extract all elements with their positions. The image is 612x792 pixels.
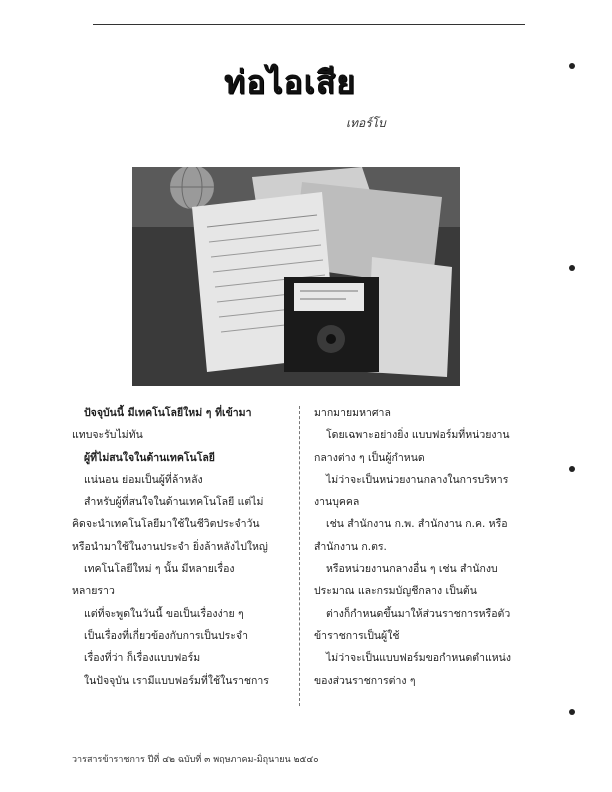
- text-line: ไม่ว่าจะเป็นหน่วยงานกลางในการบริหาร: [326, 473, 509, 486]
- text-line: ประมาณ และกรมบัญชีกลาง เป็นต้น: [314, 585, 477, 598]
- text-line: หลายราว: [72, 585, 115, 598]
- text-line: หรือนำมาใช้ในงานประจำ ยิ่งล้าหลังไปใหญ่: [72, 540, 268, 553]
- text-line: ปัจจุบันนี้ มีเทคโนโลยีใหม่ ๆ ที่เข้ามา: [84, 407, 252, 419]
- text-line: แต่ที่จะพูดในวันนี้ ขอเป็นเรื่องง่าย ๆ: [84, 607, 244, 620]
- article-author: เทอร์โบ: [346, 116, 386, 130]
- top-rule: [93, 24, 525, 25]
- margin-mark: [569, 265, 575, 271]
- text-line: กลางต่าง ๆ เป็นผู้กำหนด: [314, 451, 425, 464]
- text-line: แน่นอน ย่อมเป็นผู้ที่ล้าหลัง: [84, 473, 203, 486]
- article-title: ท่อไอเสีย: [224, 63, 356, 101]
- text-line: ต่างก็กำหนดขึ้นมาให้ส่วนราชการหรือตัว: [326, 607, 511, 620]
- text-line: มากมายมหาศาล: [314, 407, 391, 419]
- text-line: ไม่ว่าจะเป็นแบบฟอร์มขอกำหนดตำแหน่ง: [326, 652, 511, 665]
- text-line: ผู้ที่ไม่สนใจในด้านเทคโนโลยี: [84, 451, 215, 464]
- text-line: หรือหน่วยงานกลางอื่น ๆ เช่น สำนักงบ: [326, 563, 498, 576]
- text-line: ข้าราชการเป็นผู้ใช้: [314, 629, 400, 642]
- text-line: เทคโนโลยีใหม่ ๆ นั้น มีหลายเรื่อง: [84, 563, 235, 576]
- margin-mark: [569, 709, 575, 715]
- article-photo: [132, 167, 460, 386]
- margin-mark: [569, 63, 575, 69]
- text-line: เช่น สำนักงาน ก.พ. สำนักงาน ก.ค. หรือ: [326, 518, 508, 531]
- text-line: สำนักงาน ก.ตร.: [314, 540, 387, 553]
- left-column: [72, 402, 284, 692]
- text-line: คิดจะนำเทคโนโลยีมาใช้ในชีวิตประจำวัน: [72, 518, 260, 531]
- page-footer: วารสารข้าราชการ ปีที่ ๔๒ ฉบับที่ ๓ พฤษภาคม-มิถุนายน ๒๕๔๐: [72, 755, 319, 765]
- margin-mark: [569, 466, 575, 472]
- text-line: เรื่องที่ว่า ก็เรื่องแบบฟอร์ม: [84, 652, 201, 665]
- text-line: งานบุคคล: [314, 496, 360, 509]
- text-line: ในปัจจุบัน เรามีแบบฟอร์มที่ใช้ในราชการ: [84, 674, 269, 687]
- text-line: โดยเฉพาะอย่างยิ่ง แบบฟอร์มที่หน่วยงาน: [326, 429, 510, 442]
- column-divider: [299, 406, 300, 706]
- globe-icon: [170, 167, 214, 209]
- right-column: [314, 402, 526, 692]
- text-line: แทบจะรับไม่ทัน: [72, 429, 143, 442]
- floppy-disk-icon: [284, 277, 379, 372]
- text-line: สำหรับผู้ที่สนใจในด้านเทคโนโลยี แต่ไม่: [84, 496, 264, 509]
- text-line: ของส่วนราชการต่าง ๆ: [314, 674, 416, 687]
- text-line: เป็นเรื่องที่เกี่ยวข้องกับการเป็นประจำ: [84, 629, 248, 642]
